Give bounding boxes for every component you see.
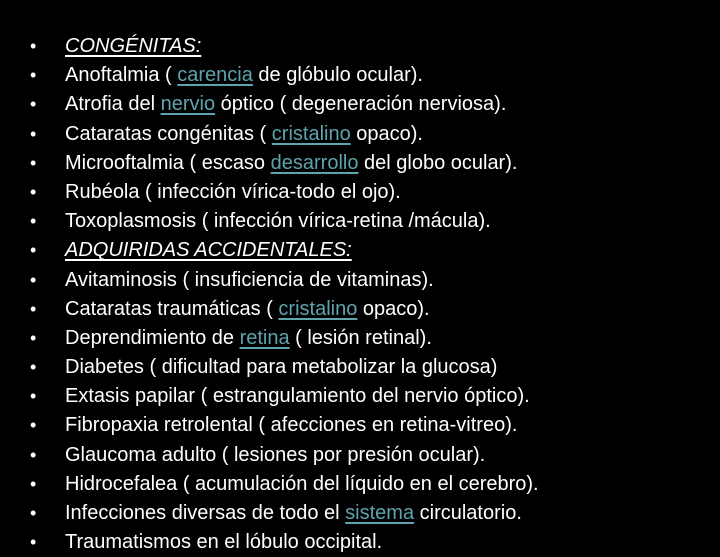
text-segment: Hidrocefalea ( acumulación del líquido en el cerebro). bbox=[65, 472, 539, 495]
text-segment: Fibropaxia retrolental ( afecciones en retina-vitreo). bbox=[65, 414, 518, 437]
list-item bbox=[30, 324, 539, 353]
text-segment: Diabetes ( dificultad para metabolizar la glucosa) bbox=[65, 356, 498, 379]
list-item bbox=[30, 353, 539, 382]
text-segment: Rubéola ( infección vírica-todo el ojo). bbox=[65, 180, 401, 203]
item-text bbox=[65, 473, 539, 495]
item-text bbox=[65, 269, 434, 291]
list-item bbox=[30, 90, 539, 119]
heading-text bbox=[65, 35, 201, 57]
text-segment: Traumatismos en el lóbulo occipital. bbox=[65, 531, 383, 554]
item-text bbox=[65, 152, 517, 174]
bullet-icon: • bbox=[30, 152, 37, 173]
bullet-icon: • bbox=[30, 181, 37, 202]
item-text bbox=[65, 444, 485, 466]
text-segment: opaco). bbox=[350, 122, 423, 145]
bullet-icon: • bbox=[30, 65, 37, 86]
item-text bbox=[65, 64, 423, 86]
heading-text bbox=[65, 239, 352, 261]
list-item bbox=[30, 470, 539, 499]
hyperlink[interactable]: carencia bbox=[177, 64, 253, 87]
list-item bbox=[30, 120, 539, 149]
item-text bbox=[65, 298, 430, 320]
bullet-icon: • bbox=[30, 94, 37, 115]
bullet-icon: • bbox=[30, 123, 37, 144]
text-segment: ( lesión retinal). bbox=[289, 326, 432, 349]
list-item bbox=[30, 266, 539, 295]
bullet-icon: • bbox=[30, 298, 37, 319]
text-segment: Avitaminosis ( insuficiencia de vitaminas). bbox=[65, 268, 434, 291]
bullet-icon: • bbox=[30, 36, 37, 56]
hyperlink[interactable]: sistema bbox=[345, 502, 415, 524]
section-heading bbox=[30, 236, 539, 265]
item-text bbox=[65, 531, 382, 553]
bullet-icon: • bbox=[30, 532, 37, 553]
bullet-icon: • bbox=[30, 473, 37, 494]
bullet-icon: • bbox=[30, 503, 37, 523]
list-item bbox=[30, 61, 539, 90]
item-text bbox=[65, 181, 401, 203]
item-text bbox=[65, 327, 432, 349]
bullet-icon: • bbox=[30, 211, 37, 232]
text-segment: del globo ocular). bbox=[358, 151, 518, 174]
list-item bbox=[30, 499, 539, 528]
text-segment: Cataratas congénitas ( bbox=[65, 122, 272, 145]
text-segment: Infecciones diversas de todo el bbox=[65, 502, 346, 524]
text-segment: Atrofia del bbox=[65, 93, 161, 116]
text-segment: circulatorio. bbox=[414, 502, 522, 524]
item-text bbox=[65, 385, 530, 407]
list-item bbox=[30, 382, 539, 411]
text-segment: ADQUIRIDAS ACCIDENTALES: bbox=[65, 239, 352, 262]
list-item bbox=[30, 441, 539, 470]
text-segment: Anoftalmia ( bbox=[65, 64, 178, 87]
text-segment: Glaucoma adulto ( lesiones por presión ocular). bbox=[65, 443, 486, 466]
text-segment: opaco). bbox=[357, 297, 430, 320]
hyperlink[interactable]: desarrollo bbox=[270, 151, 359, 174]
bullet-list bbox=[30, 32, 539, 557]
list-item bbox=[30, 528, 539, 557]
hyperlink[interactable]: nervio bbox=[160, 93, 216, 116]
bullet-icon: • bbox=[30, 240, 37, 261]
item-text bbox=[65, 123, 423, 145]
list-item bbox=[30, 149, 539, 178]
item-text bbox=[65, 356, 497, 378]
bullet-icon: • bbox=[30, 269, 37, 290]
item-text bbox=[65, 414, 517, 436]
bullet-icon: • bbox=[30, 444, 37, 465]
text-segment: Microoftalmia ( escaso bbox=[65, 151, 271, 174]
item-text bbox=[65, 502, 522, 524]
text-segment: CONGÉNITAS: bbox=[65, 35, 202, 57]
bullet-icon: • bbox=[30, 386, 37, 407]
bullet-icon: • bbox=[30, 357, 37, 378]
text-segment: Deprendimiento de bbox=[65, 326, 240, 349]
bullet-icon: • bbox=[30, 415, 37, 436]
hyperlink[interactable]: cristalino bbox=[271, 122, 351, 145]
text-segment: Toxoplasmosis ( infección vírica-retina /mácula). bbox=[65, 210, 491, 233]
list-item bbox=[30, 295, 539, 324]
hyperlink[interactable]: retina bbox=[239, 326, 290, 349]
text-segment: óptico ( degeneración nerviosa). bbox=[215, 93, 507, 116]
bullet-icon: • bbox=[30, 327, 37, 348]
list-item bbox=[30, 207, 539, 236]
text-segment: Cataratas traumáticas ( bbox=[65, 297, 279, 320]
list-item bbox=[30, 178, 539, 207]
section-heading bbox=[30, 32, 539, 61]
text-segment: de glóbulo ocular). bbox=[252, 64, 423, 87]
item-text bbox=[65, 93, 506, 115]
text-segment: Extasis papilar ( estrangulamiento del nervio óptico). bbox=[65, 385, 530, 408]
hyperlink[interactable]: cristalino bbox=[278, 297, 358, 320]
list-item bbox=[30, 411, 539, 440]
item-text bbox=[65, 210, 491, 232]
